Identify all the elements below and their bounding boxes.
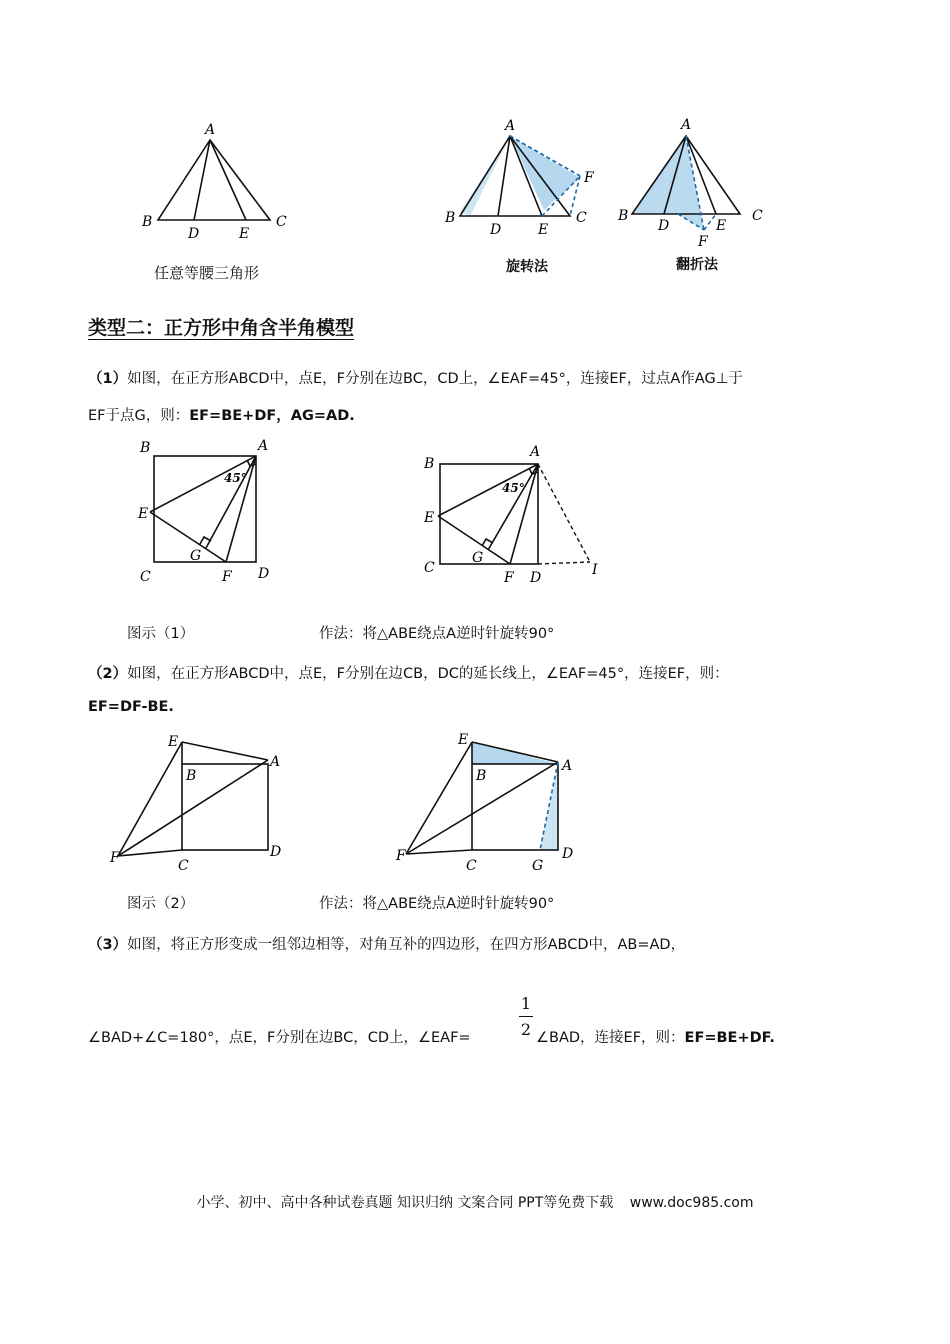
label-D: D [490,222,502,238]
fraction-bar [519,1016,533,1017]
part3-line2b [536,1026,775,1047]
label-C: C [178,858,189,874]
fraction-denominator: 2 [520,1020,532,1039]
label-I: I [592,562,598,578]
label-C: C [424,560,435,576]
footer-url[interactable]: www.doc985.com [629,1195,754,1211]
label-B: B [186,768,197,784]
part1-number: （1） [88,371,128,387]
part3-conclusion: EF=BE+DF. [684,1030,775,1046]
fold-method-figure [612,112,772,247]
part3-line2a: ∠BAD+∠C=180°，点E，F分别在边BC，CD上，∠EAF= [88,1030,471,1046]
part1-caption-right: 作法：将△ABE绕点A逆时针旋转90° [319,626,555,642]
label-E: E [716,218,727,234]
label-D: D [658,218,670,234]
label-angle45: 45° [224,471,247,485]
label-C: C [576,210,587,226]
part3-text2b: ∠BAD，连接EF，则： [536,1030,685,1046]
section-heading: 类型二：正方形中角含半角模型 [88,317,355,339]
label-D: D [530,570,542,586]
label-B: B [445,210,456,226]
label-A: A [258,438,269,454]
part3-line1 [88,933,685,954]
fraction-numerator: 1 [520,994,532,1013]
part1-caption-left: 图示（1） [127,626,195,642]
square-figure-1-rotated [418,440,608,590]
label-angle45: 45° [502,481,525,495]
label-G: G [190,548,202,564]
label-G: G [532,858,544,874]
fig3-caption: 翻折法 [676,257,718,273]
label-C: C [752,208,763,224]
label-A: A [530,444,541,460]
label-D: D [562,846,574,862]
label-C: C [276,214,287,230]
label-A: A [270,754,281,770]
isosceles-triangle-figure [130,112,300,247]
label-F: F [584,170,594,186]
part1-conclusion: EF=BE+DF，AG=AD. [189,408,355,424]
label-E: E [138,506,149,522]
page-footer [0,1192,950,1212]
label-B: B [618,208,629,224]
label-A: A [562,758,573,774]
label-B: B [476,768,487,784]
label-F: F [110,850,120,866]
label-G: G [472,550,484,566]
label-E: E [458,732,469,748]
label-E: E [424,510,435,526]
label-A: A [505,118,516,134]
part2-number: （2） [88,666,128,682]
label-F: F [504,570,514,586]
square-figure-2 [108,728,298,878]
label-C: C [140,569,151,585]
label-D: D [258,566,270,582]
label-E: E [168,734,179,750]
label-C: C [466,858,477,874]
part1-text1: 如图，在正方形ABCD中，点E，F分别在边BC，CD上，∠EAF=45°，连接EF，过点A作AG⊥于 [127,371,743,387]
part3-text1: 如图，将正方形变成一组邻边相等，对角互补的四边形，在四方形ABCD中，AB=AD， [127,937,686,953]
label-F: F [222,569,232,585]
fig1-caption: 任意等腰三角形 [154,264,260,282]
rotation-method-figure [440,112,610,247]
label-B: B [140,440,151,456]
part2-text1: 如图，在正方形ABCD中，点E，F分别在边CB，DC的延长线上，∠EAF=45°，连接EF，则： [127,666,729,682]
label-D: D [270,844,282,860]
square-figure-1 [130,436,280,586]
label-E: E [538,222,549,238]
part3-number: （3） [88,937,128,953]
part2-line1 [88,662,729,683]
part2-caption-left: 图示（2） [127,896,195,912]
part2-caption-right: 作法：将△ABE绕点A逆时针旋转90° [319,896,555,912]
label-F: F [396,848,406,864]
part1-line1 [88,367,743,388]
label-B: B [142,214,153,230]
label-A: A [681,117,692,133]
label-E: E [239,226,250,242]
label-A: A [205,122,216,138]
part2-conclusion: EF=DF-BE. [88,699,174,715]
label-D: D [188,226,200,242]
label-B: B [424,456,435,472]
part1-text2: EF于点G，则： [88,408,190,424]
square-figure-2-rotated [392,728,592,878]
fig2-caption: 旋转法 [506,259,548,275]
part1-line2 [88,404,355,425]
label-F: F [698,234,708,247]
footer-text: 小学、初中、高中各种试卷真题 知识归纳 文案合同 PPT等免费下载 [196,1195,614,1211]
